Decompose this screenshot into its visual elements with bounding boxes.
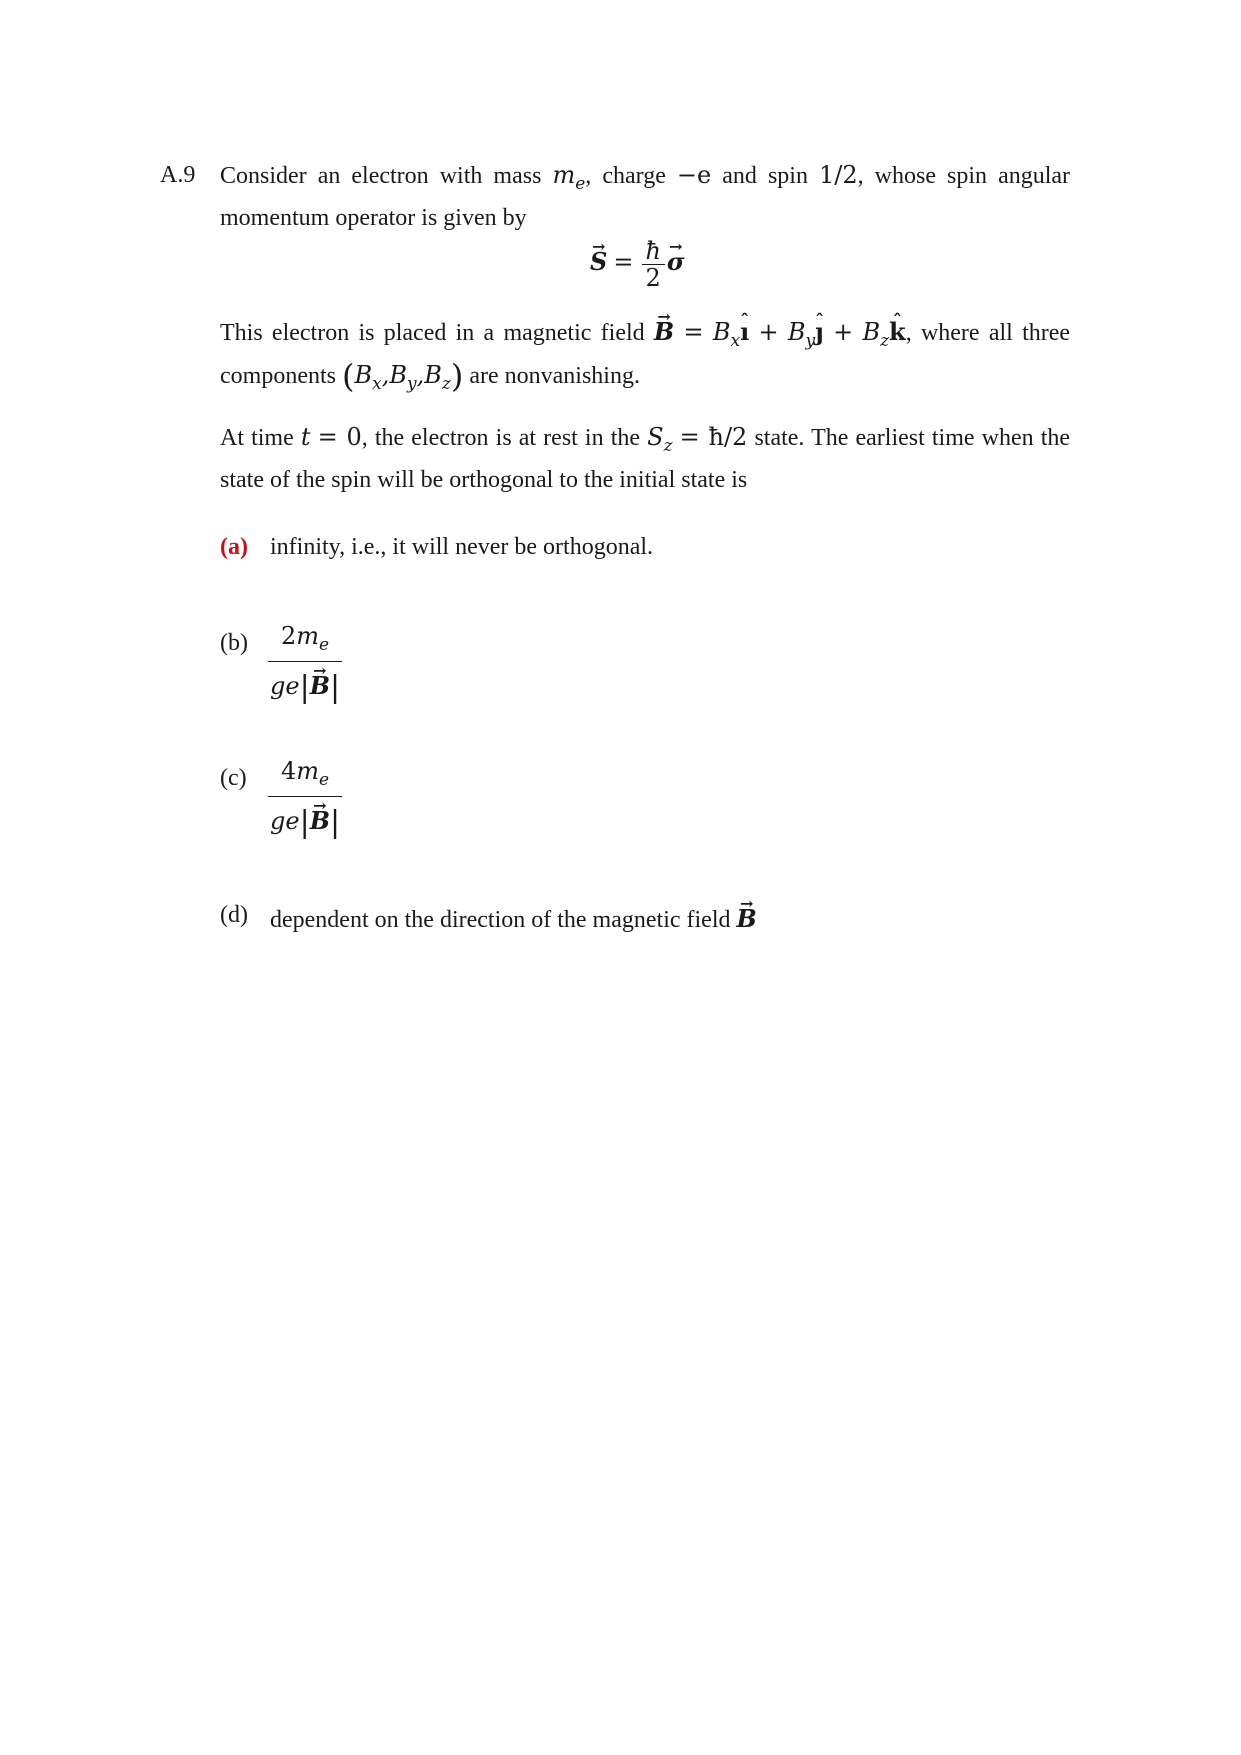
option-a-label: (a) xyxy=(220,534,248,560)
mass-symbol: $m_e$ xyxy=(552,161,586,194)
equation-equals: = xyxy=(613,248,634,277)
option-b-denominator: ge|→ B| xyxy=(268,661,342,708)
initial-state-paragraph xyxy=(220,420,1070,497)
spin-value: 1/2 xyxy=(819,161,858,189)
frac-denominator: 2 xyxy=(642,264,665,291)
option-b-numerator: $2m_e$ xyxy=(280,622,330,655)
Bx-term: $B_xˆ$ ı xyxy=(713,318,749,346)
frac-numerator: ħ xyxy=(645,237,661,265)
intro-text-1: Consider an electron with mass xyxy=(220,163,542,189)
time-text-2: , the electron is at rest in the xyxy=(361,425,641,451)
spin-operator-equation xyxy=(590,238,685,291)
option-c-label: (c) xyxy=(220,765,247,791)
field-text-2: , where all three components xyxy=(220,320,1071,389)
intro-text-3: and spin xyxy=(722,163,808,189)
charge-symbol: −e xyxy=(676,161,712,189)
time-symbol: t xyxy=(300,423,311,451)
By-term: $B_yˆ$ ȷ xyxy=(788,318,824,346)
option-b-fraction xyxy=(268,620,342,708)
intro-text-2: , charge xyxy=(585,163,666,189)
option-d-B-symbol: → B xyxy=(737,902,757,936)
question-number: A.9 xyxy=(160,162,196,188)
time-text-3: state. The earliest time when the state of the spin will be orthogonal to the initial state is xyxy=(220,425,1071,493)
field-text-1: This electron is placed in a magnetic field xyxy=(220,320,645,346)
time-equals-zero: = 0 xyxy=(317,423,362,451)
field-B-symbol: → B xyxy=(654,315,674,349)
field-equals: = xyxy=(683,318,704,346)
Sz-symbol: $S_z$ xyxy=(647,423,673,456)
option-a-text: infinity, i.e., it will never be orthogonal. xyxy=(270,534,654,560)
Sz-value: = ħ/2 xyxy=(679,423,748,451)
option-c-fraction xyxy=(268,755,342,843)
spin-operator-symbol: → S xyxy=(590,245,607,279)
components-tuple: $(B_x,B_y,B_z)$ xyxy=(341,357,464,395)
question-intro xyxy=(220,158,1070,235)
option-d-text xyxy=(270,902,757,937)
option-c-numerator: $4m_e$ xyxy=(280,757,330,790)
option-c-denominator: ge|→ B| xyxy=(268,796,342,843)
option-d-body: dependent on the direction of the magnetic field xyxy=(270,907,731,933)
hbar-over-two xyxy=(641,238,664,291)
option-d-label: (d) xyxy=(220,902,248,928)
plus-1: + xyxy=(758,318,779,346)
plus-2: + xyxy=(833,318,854,346)
pauli-sigma-symbol: → σ xyxy=(667,245,685,279)
field-text-3: are nonvanishing. xyxy=(469,363,640,389)
intro-text-4: , whose spin angular momentum operator is given by xyxy=(220,163,1071,231)
Bz-term: $B_zˆ$ k xyxy=(862,318,905,346)
time-text-1: At time xyxy=(220,425,294,451)
option-b-label: (b) xyxy=(220,630,248,656)
magnetic-field-paragraph xyxy=(220,315,1070,401)
